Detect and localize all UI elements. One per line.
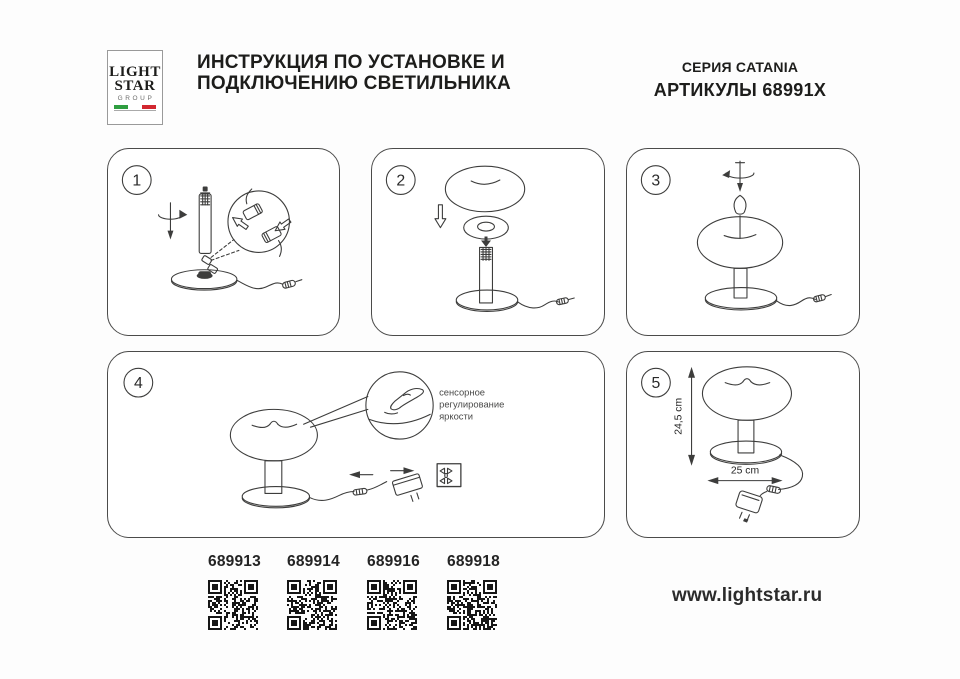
touching-hand: [391, 389, 424, 410]
power-cable: [777, 298, 816, 306]
flag-green: [114, 105, 128, 109]
svg-text:сенсорное: сенсорное: [439, 386, 486, 398]
qr-code: [287, 580, 337, 630]
step-panel-2: [371, 148, 605, 336]
qr-code: [208, 580, 258, 630]
lamp-shade: [445, 166, 524, 212]
power-cable: [237, 280, 283, 289]
height-dimension: [688, 367, 695, 466]
flag-red: [142, 105, 156, 109]
plug-direction-arrow-left: [230, 214, 250, 232]
power-cable: [518, 301, 559, 308]
website-url: www.lightstar.ru: [672, 585, 823, 606]
article-column: [208, 553, 260, 630]
step-3-illustration: [627, 149, 859, 335]
title-line-1: ИНСТРУКЦИЯ ПО УСТАНОВКЕ И: [197, 52, 505, 73]
power-plug: [735, 490, 763, 513]
diffuser-disc: [464, 216, 509, 239]
step-5-illustration: [627, 352, 859, 537]
lamp-stem: [738, 420, 754, 453]
title-line-2: ПОДКЛЮЧЕНИЮ СВЕТИЛЬНИКА: [197, 73, 511, 94]
document-title: [197, 52, 527, 94]
series-name: СЕРИЯ CATANIA: [681, 59, 799, 75]
width-dimension: [707, 477, 782, 484]
power-adapter: [392, 473, 423, 495]
step-number: 4: [133, 375, 143, 393]
lamp-base: [710, 441, 781, 463]
lamp-stem: [265, 461, 282, 494]
step-4-illustration: [108, 352, 604, 537]
step-number: 2: [396, 172, 406, 190]
lamp-shade: [702, 367, 791, 420]
step-panel-5: [626, 351, 860, 538]
step-number: 5: [651, 375, 661, 393]
touch-dimming-note: [439, 387, 504, 422]
light-bulb: [734, 195, 746, 214]
article-number: 689918: [447, 553, 500, 570]
step-2-illustration: [372, 149, 604, 335]
article-number: 689913: [208, 553, 261, 570]
logo-star: STAR: [114, 77, 156, 94]
power-cable: [310, 491, 355, 500]
article-column: [287, 553, 339, 630]
step-panel-4: [107, 351, 605, 538]
logo-light: LIGHT: [109, 63, 161, 80]
power-cable: [779, 455, 803, 490]
socket-zero-label: 0: [443, 471, 449, 481]
article-number: 689914: [287, 553, 340, 570]
step-panel-1: [107, 148, 340, 336]
article-number: 689916: [367, 553, 420, 570]
height-label: 24,5 cm: [673, 397, 685, 435]
qr-code: [367, 580, 417, 630]
step-panel-3: [626, 148, 860, 336]
step-number: 3: [651, 172, 661, 190]
qr-code: [447, 580, 497, 630]
lightstar-logo: [107, 50, 163, 125]
article-column: [447, 553, 499, 630]
svg-text:яркости: яркости: [439, 410, 474, 422]
flag-white: [128, 105, 142, 109]
articles-label: АРТИКУЛЫ 68991X: [653, 80, 827, 100]
plug-arrow: [403, 467, 414, 474]
step-1-illustration: [108, 149, 339, 335]
width-label: 25 cm: [730, 465, 760, 477]
unplug-arrow: [349, 471, 360, 478]
step-number: 1: [132, 172, 142, 190]
svg-text:регулирование: регулирование: [439, 398, 505, 410]
article-column: [367, 553, 419, 630]
italian-flag: [114, 105, 156, 111]
touch-detail-circle: [366, 372, 433, 439]
lamp-stem: [734, 268, 747, 298]
lamp-base: [242, 487, 309, 507]
down-arrow-icon: [435, 205, 446, 228]
logo-group: GROUP: [117, 94, 155, 102]
lamp-shade: [230, 409, 317, 460]
series-block: [640, 59, 840, 101]
socket-icon: [437, 464, 461, 487]
lamp-base: [456, 290, 517, 310]
